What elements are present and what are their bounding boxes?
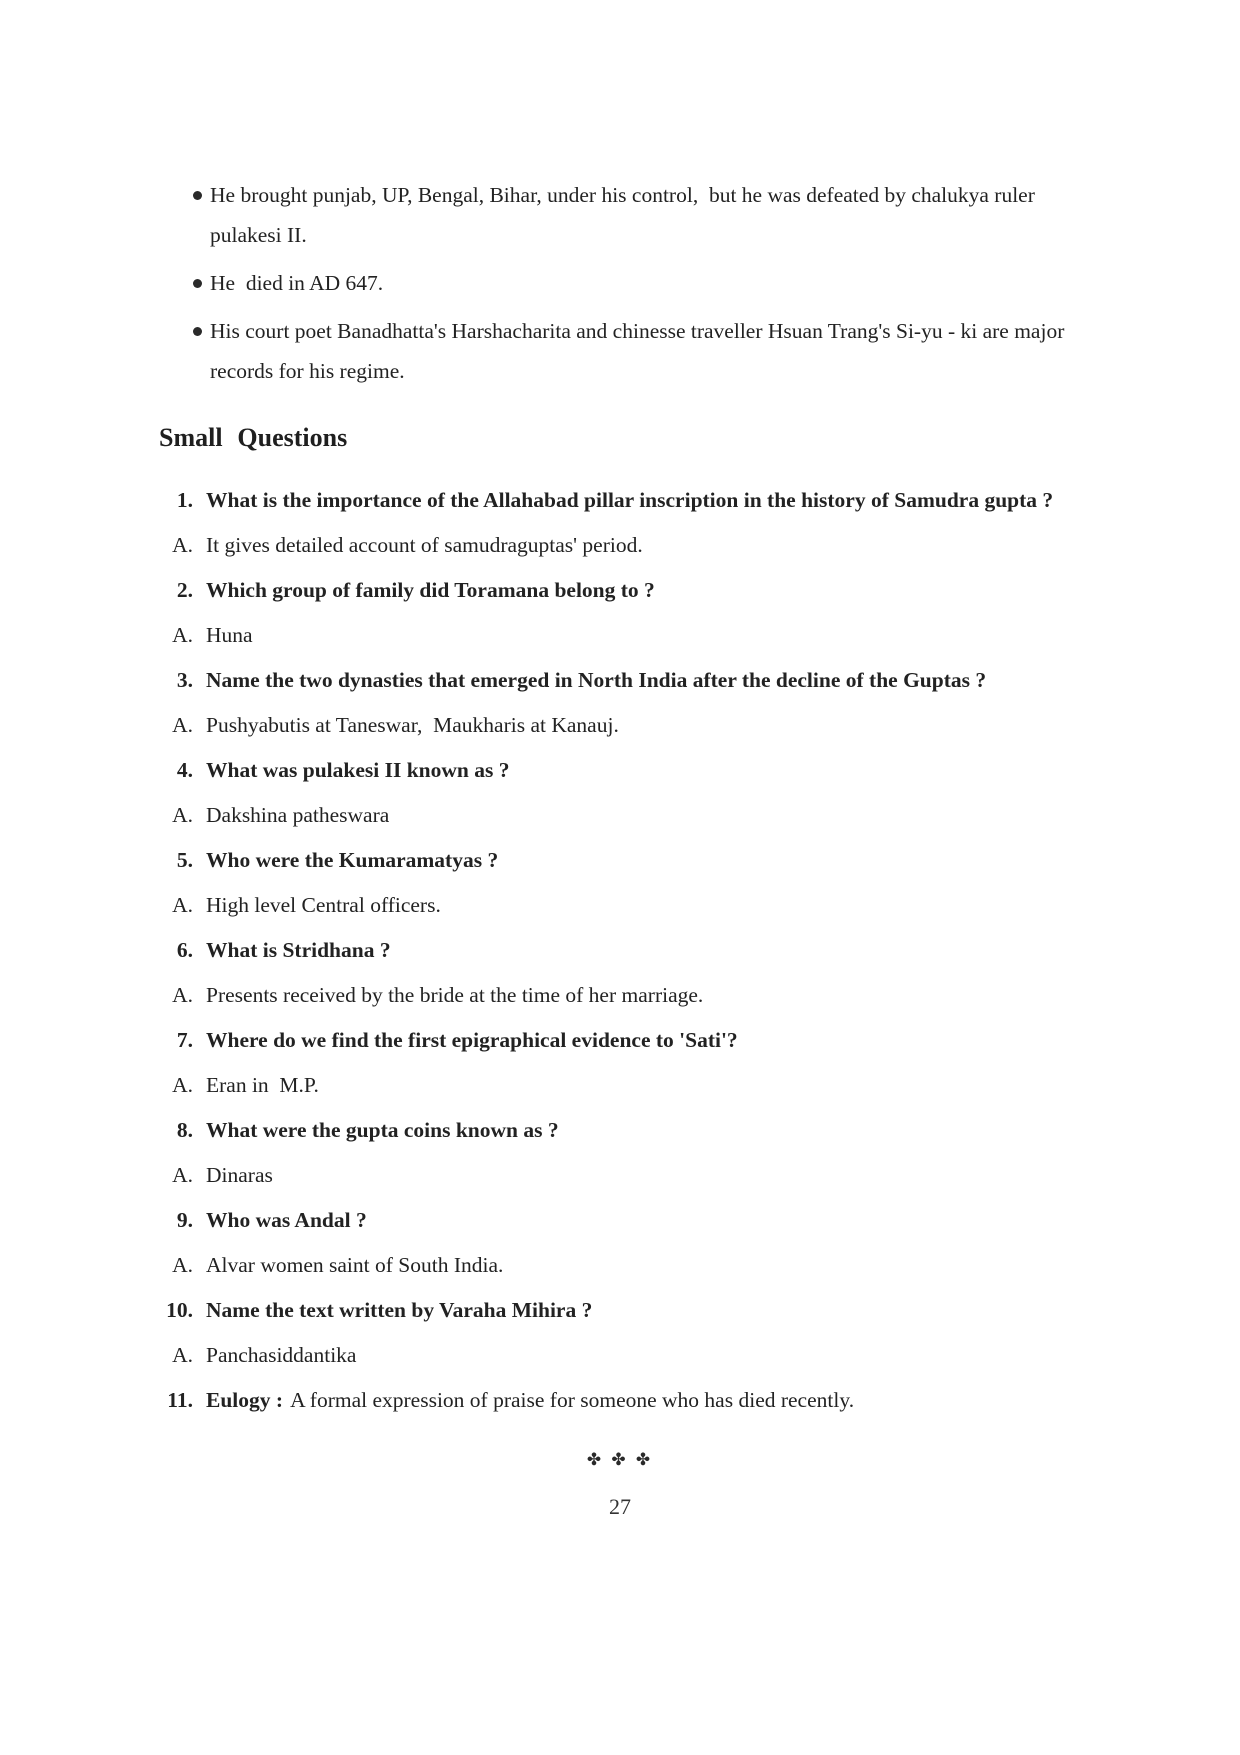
bullet-text: He died in AD 647. (210, 271, 384, 295)
question-text: What is the importance of the Allahabad pillar inscription in the history of Samudra gupta ? (206, 488, 1054, 512)
answer-row-10 (159, 1335, 1093, 1375)
question-text: Which group of family did Toramana belong to ? (206, 578, 655, 602)
bullet-text: His court poet Banadhatta's Harshacharita and chinesse traveller Hsuan Trang's Si-yu - ki are major records for his regime. (210, 319, 1070, 383)
page-number: 27 (609, 1494, 631, 1519)
bullet-text: He brought punjab, UP, Bengal, Bihar, under his control, but he was defeated by chalukya ruler pulakesi II. (210, 183, 1041, 247)
answer-label: A. (172, 1163, 193, 1187)
question-row-7 (159, 1020, 1093, 1060)
question-number: 8. (176, 1118, 193, 1142)
answer-row-1 (159, 525, 1093, 565)
definition-text (206, 1380, 1093, 1420)
question-row-9 (159, 1200, 1093, 1240)
question-number: 7. (176, 1028, 193, 1052)
question-answer-list (159, 480, 1093, 1420)
answer-label: A. (172, 1253, 193, 1277)
bullet-item (159, 263, 1093, 303)
question-number: 2. (176, 578, 193, 602)
answer-row-5 (159, 885, 1093, 925)
answer-row-9 (159, 1245, 1093, 1285)
section-heading: Small Questions (159, 423, 348, 452)
answer-text: Dakshina patheswara (206, 803, 390, 827)
question-text: Name the two dynasties that emerged in North India after the decline of the Guptas ? (206, 668, 987, 692)
answer-label: A. (172, 713, 193, 737)
question-text: What was pulakesi II known as ? (206, 758, 510, 782)
answer-text: Dinaras (206, 1163, 273, 1187)
answer-label: A. (172, 893, 193, 917)
answer-label: A. (172, 803, 193, 827)
question-row-3 (159, 660, 1093, 700)
question-number: 1. (176, 488, 193, 512)
bullet-icon (193, 191, 202, 200)
answer-row-4 (159, 795, 1093, 835)
question-number: 9. (176, 1208, 193, 1232)
answer-label: A. (172, 533, 193, 557)
question-number: 5. (176, 848, 193, 872)
bullet-icon (193, 327, 202, 336)
answer-label: A. (172, 623, 193, 647)
question-number: 6. (176, 938, 193, 962)
question-row-10 (159, 1290, 1093, 1330)
bullet-item (159, 175, 1093, 255)
answer-row-8 (159, 1155, 1093, 1195)
question-text: Name the text written by Varaha Mihira ? (206, 1298, 593, 1322)
definition-term: Eulogy : (206, 1388, 284, 1412)
question-number: 4. (176, 758, 193, 782)
bullet-item (159, 311, 1093, 391)
section-end-ornament: ✤ ✤ ✤ (586, 1450, 654, 1469)
answer-label: A. (172, 983, 193, 1007)
answer-text: High level Central officers. (206, 893, 441, 917)
answer-text: Pushyabutis at Taneswar, Maukharis at Kanauj. (206, 713, 619, 737)
question-row-4 (159, 750, 1093, 790)
answer-text: Eran in M.P. (206, 1073, 319, 1097)
item-number: 11. (167, 1388, 193, 1412)
answer-text: Panchasiddantika (206, 1343, 357, 1367)
answer-text: Presents received by the bride at the time of her marriage. (206, 983, 704, 1007)
question-text: Who was Andal ? (206, 1208, 367, 1232)
question-text: What is Stridhana ? (206, 938, 391, 962)
question-row-1 (159, 480, 1093, 520)
question-number: 3. (176, 668, 193, 692)
answer-row-3 (159, 705, 1093, 745)
answer-row-7 (159, 1065, 1093, 1105)
question-text: Where do we find the first epigraphical evidence to 'Sati'? (206, 1028, 738, 1052)
answer-text: Huna (206, 623, 253, 647)
answer-row-6 (159, 975, 1093, 1015)
definition-body: A formal expression of praise for someone who has died recently. (290, 1388, 855, 1412)
page-content (159, 175, 1093, 1520)
answer-label: A. (172, 1073, 193, 1097)
question-row-2 (159, 570, 1093, 610)
question-row-5 (159, 840, 1093, 880)
question-row-8 (159, 1110, 1093, 1150)
answer-label: A. (172, 1343, 193, 1367)
bullet-list (159, 175, 1093, 391)
question-text: What were the gupta coins known as ? (206, 1118, 559, 1142)
answer-text: Alvar women saint of South India. (206, 1253, 504, 1277)
definition-row-11 (159, 1380, 1093, 1420)
question-text: Who were the Kumaramatyas ? (206, 848, 499, 872)
question-row-6 (159, 930, 1093, 970)
answer-text: It gives detailed account of samudraguptas' period. (206, 533, 643, 557)
answer-row-2 (159, 615, 1093, 655)
question-number: 10. (166, 1298, 193, 1322)
page-footer (0, 1450, 1240, 1520)
bullet-icon (193, 279, 202, 288)
